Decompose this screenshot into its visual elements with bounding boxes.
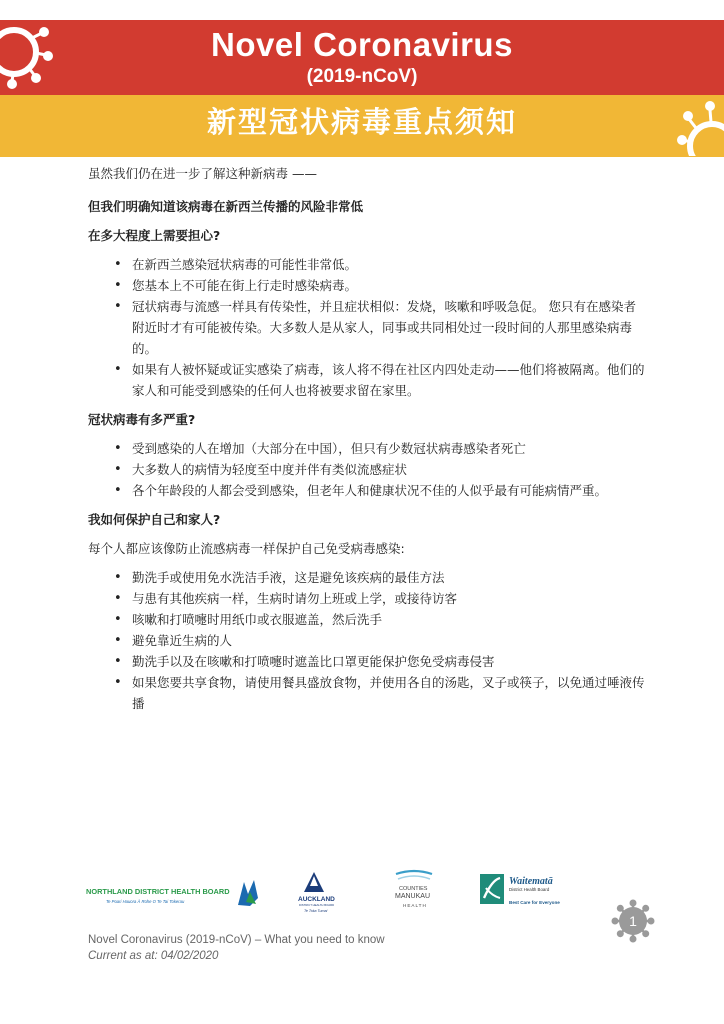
waitemata-logo-subtext: District Health Board (509, 887, 550, 892)
page-subtitle: (2019-nCoV) (306, 66, 418, 87)
intro-text: 虽然我们仍在进一步了解这种新病毒 —— (88, 166, 317, 181)
footer-title: Novel Coronavirus (2019-nCoV) – What you need to know (88, 934, 385, 946)
list-item: • 避免靠近生病的人 (118, 630, 648, 651)
bullet-list-protection (88, 567, 648, 714)
waitemata-dhb-logo (480, 874, 560, 905)
list-item: • 勤洗手或使用免水洗洁手液，这是避免该疾病的最佳方法 (118, 567, 648, 588)
page-number-badge (610, 898, 656, 944)
list-item: • 如果有人被怀疑或证实感染了病毒，该人将不得在社区内四处走动——他们将被隔离。他们的家人和可能受到感染的任何人也将被要求留在家里。 (118, 359, 648, 401)
list-item: • 受到感染的人在增加（大部分在中国），但只有少数冠状病毒感染者死亡 (118, 438, 648, 459)
page-title: Novel Coronavirus (211, 26, 513, 63)
manukau-logo-text: MANUKAU (395, 893, 431, 900)
list-item: • 如果您要共享食物，请使用餐具盛放食物，并使用各自的汤匙，叉子或筷子，以免通过唾液传播 (118, 672, 648, 714)
bullet-list-concern (88, 254, 648, 401)
list-item: • 勤洗手以及在咳嗽和打喷嚏时遮盖比口罩更能保护您免受病毒侵害 (118, 651, 648, 672)
list-item: • 在新西兰感染冠状病毒的可能性非常低。 (118, 254, 648, 275)
list-item: • 您基本上不可能在街上行走时感染病毒。 (118, 275, 648, 296)
health-board-logos (86, 868, 606, 918)
northland-logo-text: NORTHLAND DISTRICT HEALTH BOARD (86, 887, 230, 896)
auckland-dhb-logo (298, 872, 335, 913)
northland-dhb-logo (86, 880, 258, 906)
protection-lead-text: 每个人都应该像防止流感病毒一样保护自己免受病毒感染: (88, 541, 405, 556)
footer-date: Current as at: 04/02/2020 (88, 950, 219, 962)
page-title-chinese: 新型冠状病毒重点须知 (206, 105, 517, 139)
list-item: • 冠状病毒与流感一样具有传染性，并且症状相似：发烧，咳嗽和呼吸急促。 您只有在感染者附近时才有可能被传染。大多数人是从家人，同事或共同相处过一段时间的人那里感染病毒的。 (118, 296, 648, 359)
document-body (88, 163, 648, 722)
bullet-list-severity (88, 438, 648, 501)
waitemata-logo-tagline: Best Care for Everyone (509, 900, 560, 905)
health-logo-text: HEALTH (403, 903, 427, 908)
page-number: 1 (629, 913, 637, 929)
section-heading-concern: 在多大程度上需要担心? (88, 228, 221, 243)
list-item: • 咳嗽和打喷嚏时用纸巾或衣服遮盖，然后洗手 (118, 609, 648, 630)
section-heading-severity: 冠状病毒有多严重? (88, 412, 196, 427)
waitemata-logo-text: Waitematā (509, 876, 553, 887)
list-item: • 各个年龄段的人都会受到感染，但老年人和健康状况不佳的人似乎最有可能病情严重。 (118, 480, 648, 501)
counties-manukau-logo (395, 871, 432, 908)
auckland-logo-text: AUCKLAND (298, 896, 335, 903)
counties-logo-text: COUNTIES (399, 886, 428, 892)
risk-statement: 但我们明确知道该病毒在新西兰传播的风险非常低 (88, 199, 364, 214)
auckland-logo-tagline: Te Toka Tumai (304, 909, 328, 913)
section-heading-protection: 我如何保护自己和家人? (88, 512, 221, 527)
list-item: • 大多数人的病情为轻度至中度并伴有类似流感症状 (118, 459, 648, 480)
list-item: • 与患有其他疾病一样，生病时请勿上班或上学，或接待访客 (118, 588, 648, 609)
auckland-logo-subtext: DISTRICT HEALTH BOARD (299, 903, 335, 907)
northland-logo-tagline: Te Poari Hauora Ā Rohe O Te Tai Tokerau (106, 899, 185, 904)
